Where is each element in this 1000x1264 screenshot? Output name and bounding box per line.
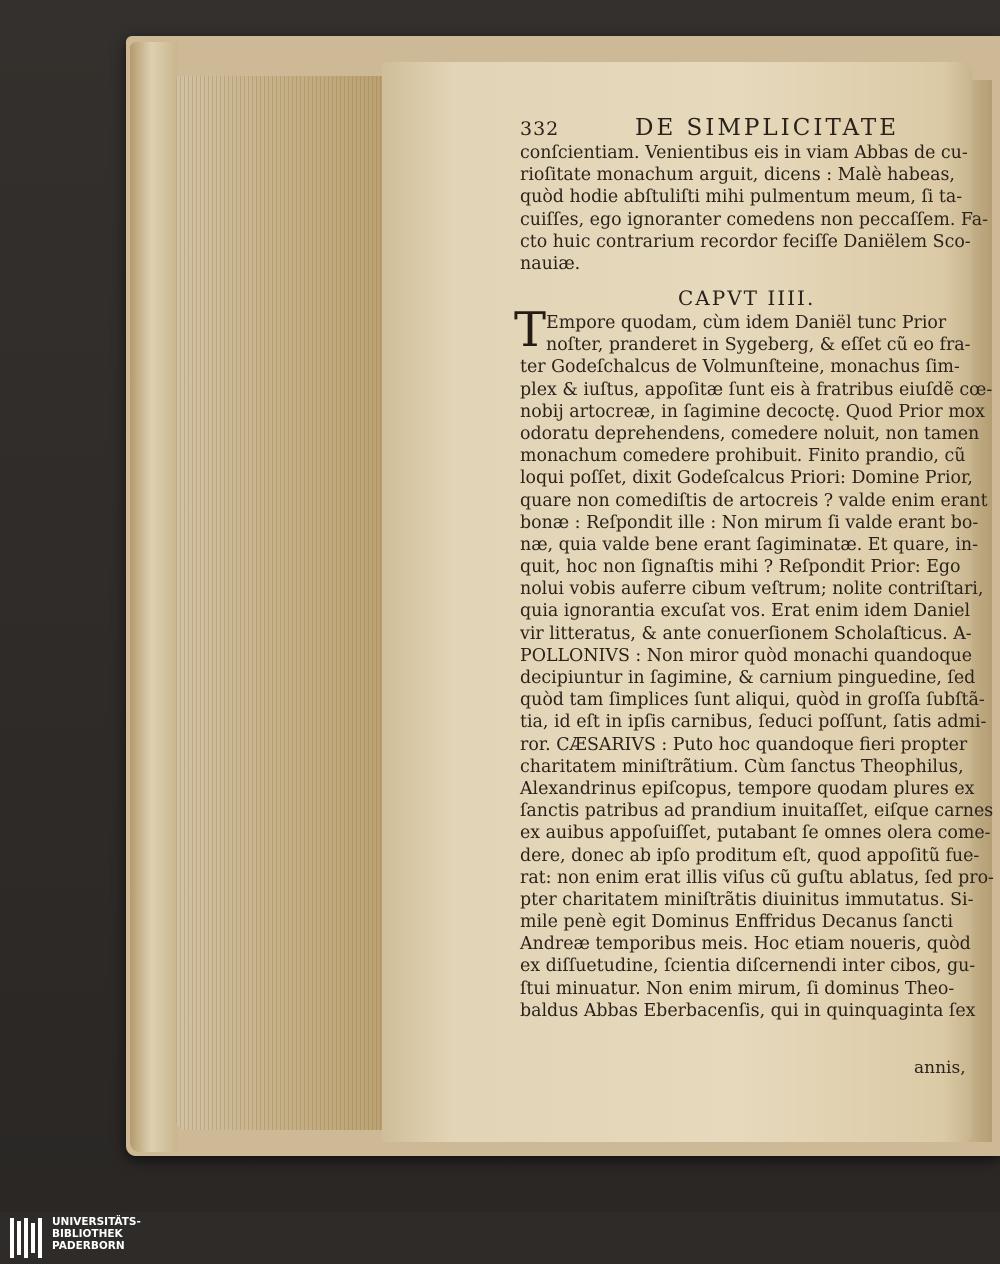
drop-cap: T [514,302,547,358]
text-line: POLLONIVS : Non miror quòd monachi quandoque [520,645,973,666]
text-line: odoratu deprehendens, comedere noluit, non tamen [520,423,980,444]
text-line: ſtui minuatur. Non enim mirum, ſi dominus Theo- [520,978,955,999]
book-cover-edge [130,42,178,1152]
text-line: cto huic contrarium recordor feciſſe Daniëlem Sco- [520,231,971,252]
text-line: mile penè egit Dominus Enffridus Decanus ſancti [520,912,954,933]
text-line: dere, donec ab ipſo proditum eſt, quod appoſitũ fue- [520,845,980,866]
text-line: bonæ : Reſpondit ille : Non mirum ſi valde erant bo- [520,512,979,533]
chapter-text [520,312,994,1022]
text-line: noſter, pranderet in Sygeberg, & eſſet cũ eo fra- [546,335,971,356]
text-line: monachum comedere prohibuit. Finito prandio, cũ [520,446,966,467]
text-line: rioſitate monachum arguit, dicens : Malè habeas, [520,165,955,186]
text-line: ter Godeſchalcus de Volmunſteine, monachus ſim- [520,357,960,378]
text-line: baldus Abbas Eberbacenſis, qui in quinquaginta ſex [520,1000,976,1021]
catchword: annis, [914,1058,966,1078]
logo-line: BIBLIOTHEK [52,1228,123,1240]
text-line: loqui poſſet, dixit Godeſcalcus Priori: Domine Prior, [520,468,973,489]
logo-line: UNIVERSITÄTS- [52,1216,141,1228]
text-line: ex diſſuetudine, ſcientia diſcernendi inter cibos, gu- [520,956,976,977]
text-line: pter charitatem miniſtrãtis diuinitus immutatus. Si- [520,889,974,910]
text-line: ſanctis patribus ad prandium inuitaſſet, eiſque carnes [520,801,994,822]
text-line: rat: non enim erat illis viſus cũ guſtu ablatus, ſed pro- [520,867,994,888]
text-line: nolui vobis auferre cibum veſtrum; nolite contriſtari, [520,579,984,600]
text-line: næ, quia valde bene erant ſagiminatæ. Et quare, in- [520,534,978,555]
chapter-heading: CAPVT IIII. [678,286,816,310]
text-line: quare non comediſtis de artocreis ? valde enim erant [520,490,988,511]
text-line: cuiſſes, ego ignoranter comedens non peccaſſem. Fa- [520,209,989,230]
text-line: charitatem miniſtrãtium. Cùm ſanctus Theophilus, [520,756,964,777]
text-line: vir litteratus, & ante conuerſionem Scholaſticus. A- [520,623,972,644]
text-line: conſcientiam. Venientibus eis in viam Abbas de cu- [520,143,968,163]
text-line: plex & iuſtus, appoſitæ ſunt eis à fratribus eiuſdẽ cœ- [520,379,993,400]
text-line: quia ignorantia excuſat vos. Erat enim idem Daniel [520,601,971,622]
library-logo-icon [10,1218,46,1258]
page-number: 332 [520,118,560,140]
logo-line: PADERBORN [52,1240,125,1252]
running-title: DE SIMPLICITATE [635,115,900,141]
footer-bar [0,1212,1000,1264]
text-line: quit, hoc non ſignaſtis mihi ? Reſpondit Prior: Ego [520,557,961,578]
text-line: Empore quodam, cùm idem Daniël tunc Prior [546,313,947,333]
text-line: nauiæ. [520,253,581,274]
text-line: nobij artocreæ, in ſagimine decoctę. Quod Prior mox [520,401,985,422]
text-line: Andreæ temporibus meis. Hoc etiam noueris, quòd [520,934,971,955]
text-line: ror. CÆSARIVS : Puto hoc quandoque fieri propter [520,734,968,755]
continuation-text [520,142,988,275]
text-line: tia, id eſt in ipſis carnibus, ſeduci poſſunt, ſatis admi- [520,712,987,733]
page-block-edge [176,76,382,1130]
text-line: Alexandrinus epiſcopus, tempore quodam plures ex [520,778,975,799]
library-logo-text [52,1216,141,1252]
running-head [520,112,960,146]
text-line: quòd tam ſimplices ſunt aliqui, quòd in groſſa ſubſtã- [520,690,985,711]
text-line: quòd hodie abſtuliſti mihi pulmentum meum, ſi ta- [520,187,963,208]
text-line: decipiuntur in ſagimine, & carnium pinguedine, ſed [520,668,976,688]
text-line: ex auibus appoſuiſſet, putabant ſe omnes olera come- [520,823,991,844]
